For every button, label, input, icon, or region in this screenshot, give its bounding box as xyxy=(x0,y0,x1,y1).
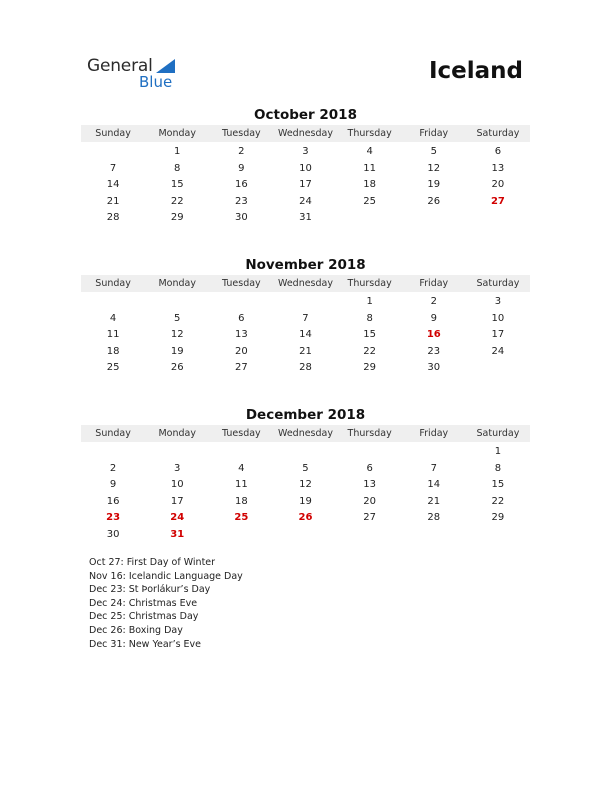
empty-day-cell xyxy=(81,294,145,311)
day-cell: 24 xyxy=(491,345,505,357)
empty-day-cell xyxy=(273,444,337,461)
day-cell: 10 xyxy=(170,479,184,490)
day-cell: 7 xyxy=(302,312,309,324)
day-cell: 5 xyxy=(302,462,309,474)
day-cell: 15 xyxy=(363,329,376,340)
day-cell: 26 xyxy=(427,195,441,207)
day-cell: 5 xyxy=(430,146,437,157)
day-cell: 4 xyxy=(366,146,373,157)
weekday-label: Monday xyxy=(158,278,196,289)
day-cell: 1 xyxy=(366,296,373,307)
day-cell: 29 xyxy=(170,212,184,223)
weekday-label: Friday xyxy=(419,128,449,139)
day-cell: 14 xyxy=(299,329,312,340)
weekday-label: Thursday xyxy=(347,428,392,439)
days-grid xyxy=(81,294,530,377)
weekday-header xyxy=(81,125,530,142)
day-cell: 19 xyxy=(170,345,184,357)
weekday-label: Tuesday xyxy=(222,278,261,289)
holiday-list xyxy=(89,556,243,651)
weekday-label: Thursday xyxy=(347,278,392,289)
day-cell: 30 xyxy=(106,528,120,540)
day-cell: 25 xyxy=(363,195,376,207)
empty-day-cell xyxy=(209,294,273,311)
day-cell: 28 xyxy=(106,212,120,223)
month-title: October 2018 xyxy=(254,107,357,123)
weekday-label: Saturday xyxy=(476,128,520,139)
day-cell: 27 xyxy=(363,512,376,523)
weekday-label: Sunday xyxy=(95,278,131,289)
generalblue-logo xyxy=(87,56,187,92)
month-october xyxy=(81,107,530,227)
month-december xyxy=(81,407,530,543)
logo-text-general: General xyxy=(87,56,153,76)
day-cell: 1 xyxy=(174,146,181,157)
day-cell: 12 xyxy=(170,329,184,340)
day-cell: 1 xyxy=(494,446,502,457)
day-cell: 11 xyxy=(234,479,248,490)
day-cell: 3 xyxy=(302,146,309,157)
weekday-label: Saturday xyxy=(476,278,520,289)
day-cell: 19 xyxy=(299,495,312,507)
day-cell: 3 xyxy=(174,462,181,474)
weekday-label: Saturday xyxy=(476,428,520,439)
day-cell: 14 xyxy=(106,179,120,190)
empty-day-cell xyxy=(209,444,273,461)
day-cell: 17 xyxy=(170,495,184,507)
day-cell: 18 xyxy=(106,345,120,357)
day-cell: 7 xyxy=(430,462,437,474)
holiday-day-cell: 23 xyxy=(106,512,121,523)
day-cell: 17 xyxy=(299,179,312,190)
day-cell: 13 xyxy=(491,162,505,174)
weekday-label: Wednesday xyxy=(277,278,333,289)
day-cell: 5 xyxy=(174,312,181,324)
weekday-label: Sunday xyxy=(95,128,131,139)
day-cell: 20 xyxy=(491,179,505,190)
day-cell: 22 xyxy=(491,495,505,507)
weekday-label: Wednesday xyxy=(277,428,333,439)
weekday-label: Tuesday xyxy=(222,428,261,439)
empty-day-cell xyxy=(338,444,402,461)
empty-day-cell xyxy=(145,444,209,461)
weekday-header xyxy=(81,425,530,442)
day-cell: 2 xyxy=(238,146,245,157)
day-cell: 22 xyxy=(170,195,184,207)
weekday-label: Monday xyxy=(158,428,196,439)
month-title: November 2018 xyxy=(245,257,366,273)
day-cell: 8 xyxy=(174,162,181,174)
day-cell: 18 xyxy=(234,495,248,507)
day-cell: 29 xyxy=(363,362,376,373)
logo-text-blue: Blue xyxy=(139,73,173,91)
day-cell: 21 xyxy=(106,195,120,207)
month-november xyxy=(81,257,530,377)
day-cell: 14 xyxy=(427,479,441,490)
day-cell: 21 xyxy=(299,345,312,357)
day-cell: 22 xyxy=(363,345,376,357)
weekday-label: Wednesday xyxy=(277,128,333,139)
day-cell: 8 xyxy=(366,312,373,324)
empty-day-cell xyxy=(402,444,466,461)
day-cell: 15 xyxy=(491,479,505,490)
day-cell: 28 xyxy=(299,362,312,373)
month-title: December 2018 xyxy=(245,407,366,423)
day-cell: 2 xyxy=(430,296,437,307)
empty-day-cell xyxy=(145,294,209,311)
day-cell: 4 xyxy=(238,462,245,474)
day-cell: 31 xyxy=(299,212,312,223)
day-cell: 6 xyxy=(494,146,502,157)
day-cell: 13 xyxy=(363,479,376,490)
day-cell: 12 xyxy=(299,479,312,490)
empty-day-cell xyxy=(81,144,145,161)
day-cell: 18 xyxy=(363,179,376,190)
holiday-day-cell: 27 xyxy=(490,195,505,207)
holiday-day-cell: 16 xyxy=(426,329,441,340)
day-cell: 21 xyxy=(427,495,441,507)
day-cell: 23 xyxy=(427,345,441,357)
holiday-day-cell: 26 xyxy=(298,512,313,523)
holiday-day-cell: 31 xyxy=(170,528,185,540)
days-grid xyxy=(81,444,530,543)
day-cell: 11 xyxy=(106,329,120,340)
day-cell: 28 xyxy=(427,512,441,523)
day-cell: 24 xyxy=(299,195,312,207)
empty-day-cell xyxy=(273,294,337,311)
day-cell: 12 xyxy=(427,162,441,174)
day-cell: 8 xyxy=(494,462,502,474)
day-cell: 20 xyxy=(363,495,376,507)
day-cell: 6 xyxy=(366,462,373,474)
day-cell: 30 xyxy=(427,362,441,373)
weekday-label: Tuesday xyxy=(222,128,261,139)
holiday-day-cell: 25 xyxy=(234,512,249,523)
holiday-entry: Dec 24: Christmas Eve xyxy=(89,597,198,609)
day-cell: 30 xyxy=(234,212,248,223)
holiday-entry: Oct 27: First Day of Winter xyxy=(89,557,216,568)
days-grid xyxy=(81,144,530,227)
day-cell: 4 xyxy=(109,312,117,324)
holiday-entry: Dec 23: St Þorlákur’s Day xyxy=(89,584,211,596)
day-cell: 19 xyxy=(427,179,441,190)
day-cell: 17 xyxy=(491,329,505,340)
day-cell: 27 xyxy=(234,362,248,373)
day-cell: 10 xyxy=(491,312,505,324)
day-cell: 11 xyxy=(363,162,376,174)
weekday-label: Friday xyxy=(419,278,449,289)
weekday-header xyxy=(81,275,530,292)
day-cell: 9 xyxy=(238,162,245,174)
day-cell: 3 xyxy=(494,296,502,307)
day-cell: 7 xyxy=(109,162,117,174)
day-cell: 15 xyxy=(170,179,184,190)
day-cell: 2 xyxy=(109,462,117,474)
day-cell: 10 xyxy=(299,162,312,174)
empty-day-cell xyxy=(81,444,145,461)
holiday-entry: Dec 25: Christmas Day xyxy=(89,611,199,623)
holiday-entry: Dec 26: Boxing Day xyxy=(89,624,183,636)
holiday-entry: Dec 31: New Year’s Eve xyxy=(89,638,202,650)
day-cell: 26 xyxy=(170,362,184,373)
holiday-entry: Nov 16: Icelandic Language Day xyxy=(89,570,243,582)
day-cell: 25 xyxy=(106,362,120,373)
day-cell: 9 xyxy=(430,312,437,324)
logo-triangle-icon xyxy=(156,59,175,73)
day-cell: 9 xyxy=(109,479,117,490)
day-cell: 16 xyxy=(106,495,120,507)
weekday-label: Friday xyxy=(419,428,449,439)
country-title: Iceland xyxy=(428,58,523,84)
day-cell: 13 xyxy=(234,329,248,340)
weekday-label: Sunday xyxy=(95,428,131,439)
weekday-label: Monday xyxy=(158,128,196,139)
day-cell: 6 xyxy=(238,312,245,324)
holiday-day-cell: 24 xyxy=(170,512,185,523)
day-cell: 20 xyxy=(234,345,248,357)
weekday-label: Thursday xyxy=(347,128,392,139)
day-cell: 16 xyxy=(234,179,248,190)
day-cell: 23 xyxy=(234,195,248,207)
day-cell: 29 xyxy=(491,512,505,523)
